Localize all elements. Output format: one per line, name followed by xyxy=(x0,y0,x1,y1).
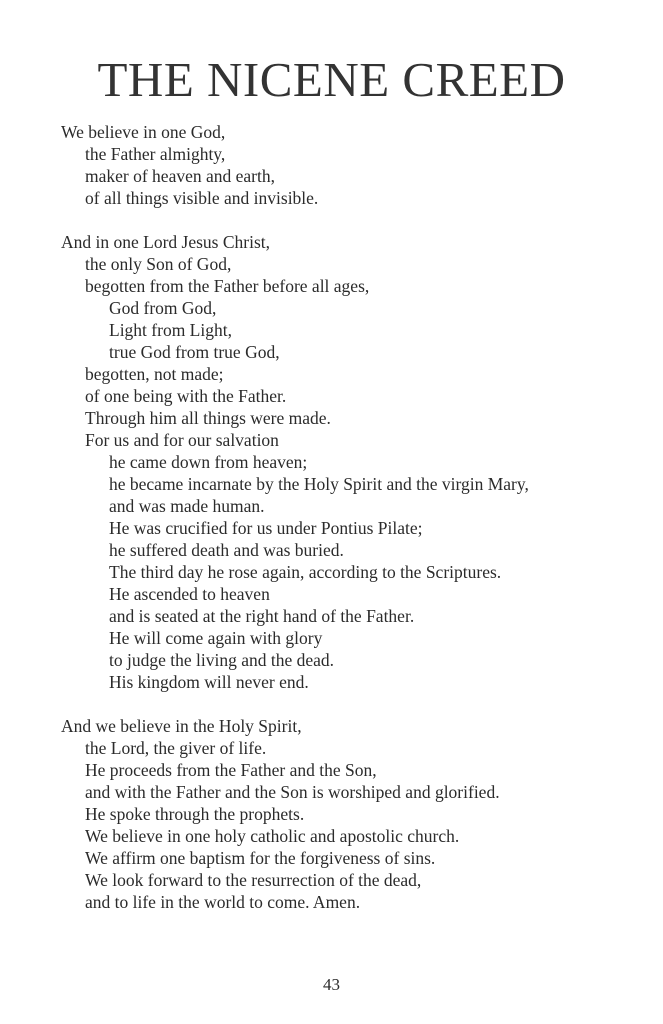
text-line: and to life in the world to come. Amen. xyxy=(85,892,361,912)
text-line: And in one Lord Jesus Christ, xyxy=(61,232,271,252)
text-line: Light from Light, xyxy=(109,320,232,340)
text-line: He was crucified for us under Pontius Pilate; xyxy=(109,518,423,538)
text-line: true God from true God, xyxy=(109,342,280,362)
text-line: and was made human. xyxy=(109,496,265,516)
text-line: begotten, not made; xyxy=(85,364,224,384)
text-line: The third day he rose again, according to the Scriptures. xyxy=(109,562,502,582)
text-line: We affirm one baptism for the forgiveness of sins. xyxy=(85,848,436,868)
text-line: We look forward to the resurrection of the dead, xyxy=(85,870,422,890)
text-line: the Father almighty, xyxy=(85,144,226,164)
text-line: of one being with the Father. xyxy=(85,386,287,406)
text-line: Through him all things were made. xyxy=(85,408,331,428)
page-number: 43 xyxy=(323,975,340,994)
stanza-gap xyxy=(61,209,641,231)
text-line: His kingdom will never end. xyxy=(109,672,309,692)
text-line: For us and for our salvation xyxy=(85,430,279,450)
text-line: And we believe in the Holy Spirit, xyxy=(61,716,302,736)
page-title: THE NICENE CREED xyxy=(97,52,566,107)
text-line: God from God, xyxy=(109,298,217,318)
text-line: and is seated at the right hand of the Father. xyxy=(109,606,415,626)
text-line: begotten from the Father before all ages, xyxy=(85,276,370,296)
text-line: We believe in one holy catholic and apostolic church. xyxy=(85,826,460,846)
text-line: to judge the living and the dead. xyxy=(109,650,335,670)
text-line: We believe in one God, xyxy=(61,122,226,142)
text-line: the only Son of God, xyxy=(85,254,232,274)
text-line: and with the Father and the Son is worshiped and glorified. xyxy=(85,782,500,802)
text-line: he came down from heaven; xyxy=(109,452,308,472)
text-line: He proceeds from the Father and the Son, xyxy=(85,760,377,780)
creed-text xyxy=(61,121,641,913)
text-line: the Lord, the giver of life. xyxy=(85,738,267,758)
text-line: He spoke through the prophets. xyxy=(85,804,305,824)
text-line: he became incarnate by the Holy Spirit and the virgin Mary, xyxy=(109,474,529,494)
text-line: He will come again with glory xyxy=(109,628,323,648)
text-line: of all things visible and invisible. xyxy=(85,188,319,208)
stanza-gap xyxy=(61,693,641,715)
text-line: He ascended to heaven xyxy=(109,584,270,604)
text-line: he suffered death and was buried. xyxy=(109,540,344,560)
text-line: maker of heaven and earth, xyxy=(85,166,275,186)
